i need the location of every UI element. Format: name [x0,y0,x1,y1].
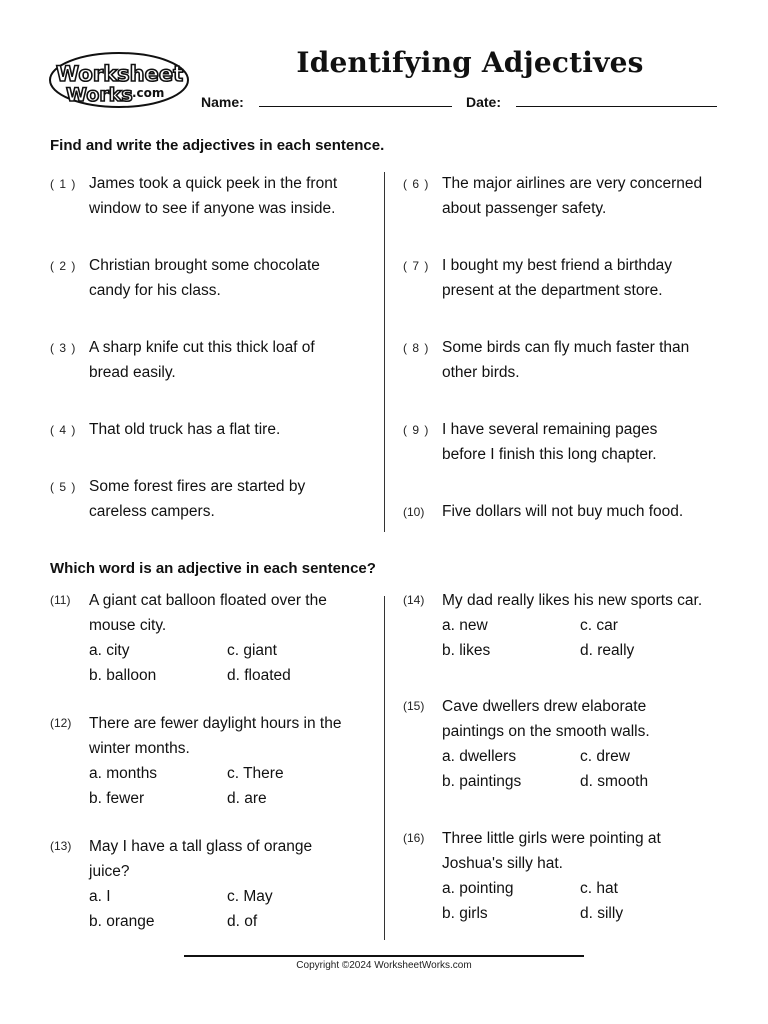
answer-option: c. drew [580,748,630,765]
answer-option: d. smooth [580,773,649,790]
question-text: other birds. [442,364,520,381]
question-number: ( 1 ) [50,177,77,191]
svg-text:Worksheet: Worksheet [56,62,184,86]
question-text: Some birds can fly much faster than [442,339,690,356]
name-label: Name: [201,94,244,110]
question-text: Three little girls were pointing at [442,830,661,847]
copyright: Copyright ©2024 WorksheetWorks.com [296,960,472,971]
answer-option: d. are [227,790,267,807]
answer-option: a. city [89,642,130,659]
question-number: ( 2 ) [50,259,77,273]
question-text: careless campers. [89,503,215,520]
question-number: (13) [50,839,72,853]
question-number: ( 6 ) [403,177,430,191]
answer-option: a. months [89,765,158,782]
answer-option: a. I [89,888,111,905]
column-divider [384,596,385,940]
answer-option: c. There [227,765,284,782]
answer-option: c. giant [227,642,277,659]
question-text: A sharp knife cut this thick loaf of [89,339,315,356]
question-text: bread easily. [89,364,176,381]
answer-option: b. orange [89,913,155,930]
question-number: ( 7 ) [403,259,430,273]
date-label: Date: [466,94,502,110]
question-text: I bought my best friend a birthday [442,257,673,274]
date-field[interactable] [516,106,717,107]
question-number: (10) [403,505,425,519]
question-number: ( 9 ) [403,423,430,437]
question-number: ( 4 ) [50,423,77,437]
question-text: candy for his class. [89,282,221,299]
question-text: A giant cat balloon floated over the [89,592,327,609]
answer-option: b. fewer [89,790,145,807]
question-text: before I finish this long chapter. [442,446,657,463]
question-text: James took a quick peek in the front [89,175,338,192]
part2-instructions: Which word is an adjective in each sentence? [50,560,376,577]
question-text: Joshua's silly hat. [442,855,563,872]
question-text: paintings on the smooth walls. [442,723,650,740]
part1-instructions: Find and write the adjectives in each sentence. [50,137,385,154]
answer-option: d. of [227,913,258,930]
question-number: ( 5 ) [50,480,77,494]
answer-option: b. paintings [442,773,522,790]
name-field[interactable] [259,106,452,107]
question-number: ( 8 ) [403,341,430,355]
page-title: Identifying Adjectives [296,46,644,79]
question-number: (15) [403,699,425,713]
answer-option: c. hat [580,880,618,897]
question-text: I have several remaining pages [442,421,658,438]
question-text: mouse city. [89,617,167,634]
answer-option: b. girls [442,905,488,922]
question-text: The major airlines are very concerned [442,175,703,192]
question-text: winter months. [89,740,190,757]
question-number: ( 3 ) [50,341,77,355]
answer-option: c. car [580,617,618,634]
question-text: My dad really likes his new sports car. [442,592,703,609]
question-number: (11) [50,593,71,607]
question-text: present at the department store. [442,282,663,299]
question-text: window to see if anyone was inside. [89,200,336,217]
answer-option: d. floated [227,667,291,684]
question-text: Christian brought some chocolate [89,257,320,274]
question-text: about passenger safety. [442,200,607,217]
question-text: There are fewer daylight hours in the [89,715,342,732]
question-number: (14) [403,593,425,607]
question-number: (12) [50,716,72,730]
answer-option: a. new [442,617,488,634]
answer-option: d. really [580,642,635,659]
answer-option: a. dwellers [442,748,517,765]
question-text: May I have a tall glass of orange [89,838,313,855]
answer-option: a. pointing [442,880,514,897]
answer-option: b. balloon [89,667,157,684]
question-text: Cave dwellers drew elaborate [442,698,647,715]
question-text: Five dollars will not buy much food. [442,503,684,520]
worksheetworks-logo [48,50,190,110]
svg-text:Works: Works [66,84,133,106]
answer-option: d. silly [580,905,624,922]
footer-rule [184,955,584,957]
question-text: juice? [89,863,130,880]
answer-option: b. likes [442,642,491,659]
question-text: Some forest fires are started by [89,478,306,495]
question-number: (16) [403,831,425,845]
svg-text:.com: .com [132,86,165,100]
column-divider [384,172,385,532]
answer-option: c. May [227,888,273,905]
question-text: That old truck has a flat tire. [89,421,281,438]
